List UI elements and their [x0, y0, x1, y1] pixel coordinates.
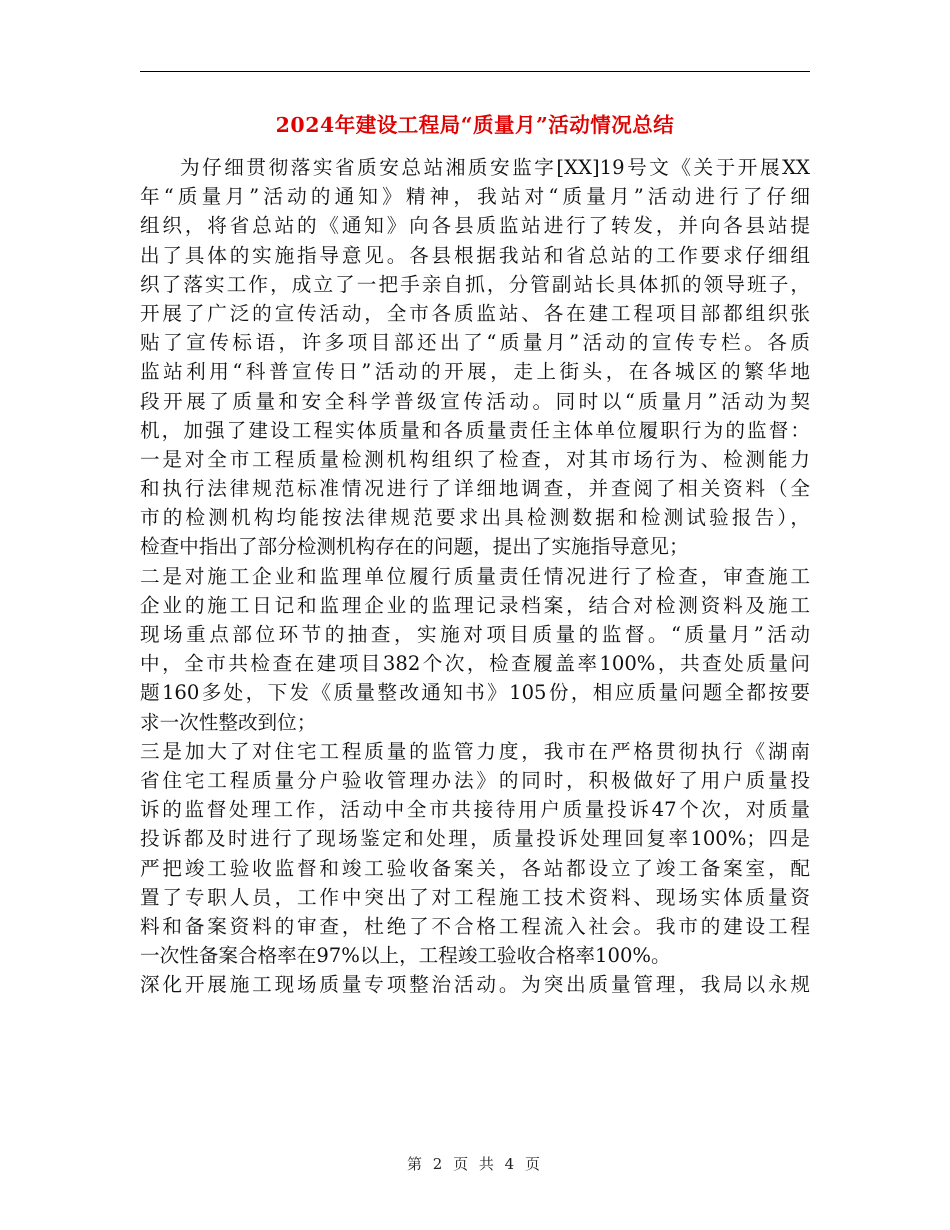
- body-line: 检查中指出了部分检测机构存在的问题，提出了实施指导意见；: [140, 535, 689, 559]
- body-line: 出了具体的实施指导意见。各县根据我站和省总站的工作要求仔细组: [140, 243, 810, 267]
- body-line: 置了专职人员，工作中突出了对工程施工技术资料、现场实体质量资: [140, 885, 810, 909]
- body-line: 年“质量月”活动的通知》精神，我站对“质量月”活动进行了仔细: [140, 185, 810, 209]
- body-line: 织了落实工作，成立了一把手亲自抓，分管副站长具体抓的领导班子，: [140, 272, 810, 296]
- body-line: 现场重点部位环节的抽查，实施对项目质量的监督。“质量月”活动: [140, 623, 810, 646]
- body-line: 中，全市共检查在建项目382个次，检查履盖率100%，共查处质量问: [140, 652, 810, 676]
- body-line: 监站利用“科普宣传日”活动的开展，走上街头，在各城区的繁华地: [140, 360, 810, 384]
- body-line: 省住宅工程质量分户验收管理办法》的同时，积极做好了用户质量投: [140, 768, 810, 792]
- body-line: 企业的施工日记和监理企业的监理记录档案，结合对检测资料及施工: [140, 593, 810, 617]
- body-line: 组织，将省总站的《通知》向各县质监站进行了转发，并向各县站提: [140, 214, 810, 238]
- body-line: 三是加大了对住宅工程质量的监管力度，我市在严格贯彻执行《湖南: [140, 739, 810, 763]
- body-line: 题160多处，下发《质量整改通知书》105份，相应质量问题全都按要: [140, 681, 810, 705]
- body-line: 为仔细贯彻落实省质安总站湘质安监字[XX]19号文《关于开展XX: [180, 156, 810, 179]
- page-number-footer: 第 2 页 共 4 页: [407, 1155, 543, 1173]
- body-line: 二是对施工企业和监理单位履行质量责任情况进行了检查，审查施工: [140, 564, 810, 588]
- body-line: 一次性备案合格率在97%以上，工程竣工验收合格率100%。: [140, 944, 671, 968]
- body-line: 求一次性整改到位；: [140, 710, 317, 734]
- body-line: 投诉都及时进行了现场鉴定和处理，质量投诉处理回复率100%；四是: [140, 827, 810, 851]
- document-title: 2024年建设工程局“质量月”活动情况总结: [275, 113, 675, 137]
- header-rule: [140, 71, 810, 72]
- document-body: [140, 153, 810, 999]
- body-line: 市的检测机构均能按法律规范要求出具检测数据和检测试验报告），: [140, 506, 810, 530]
- body-line: 贴了宣传标语，许多项目部还出了“质量月”活动的宣传专栏。各质: [140, 331, 810, 355]
- body-line: 一是对全市工程质量检测机构组织了检查，对其市场行为、检测能力: [140, 447, 810, 471]
- body-line: 开展了广泛的宣传活动，全市各质监站、各在建工程项目部都组织张: [140, 301, 810, 325]
- body-line: 深化开展施工现场质量专项整治活动。为突出质量管理，我局以永规: [140, 973, 810, 997]
- body-line: 诉的监督处理工作，活动中全市共接待用户质量投诉47个次，对质量: [140, 798, 810, 822]
- body-line: 段开展了质量和安全科学普级宣传活动。同时以“质量月”活动为契: [140, 389, 810, 413]
- body-line: 和执行法律规范标准情况进行了详细地调查，并查阅了相关资料（全: [140, 477, 810, 501]
- body-line: 严把竣工验收监督和竣工验收备案关，各站都设立了竣工备案室，配: [140, 856, 810, 880]
- body-line: 料和备案资料的审查，杜绝了不合格工程流入社会。我市的建设工程: [140, 914, 810, 938]
- body-line: 机，加强了建设工程实体质量和各质量责任主体单位履职行为的监督：: [140, 418, 810, 442]
